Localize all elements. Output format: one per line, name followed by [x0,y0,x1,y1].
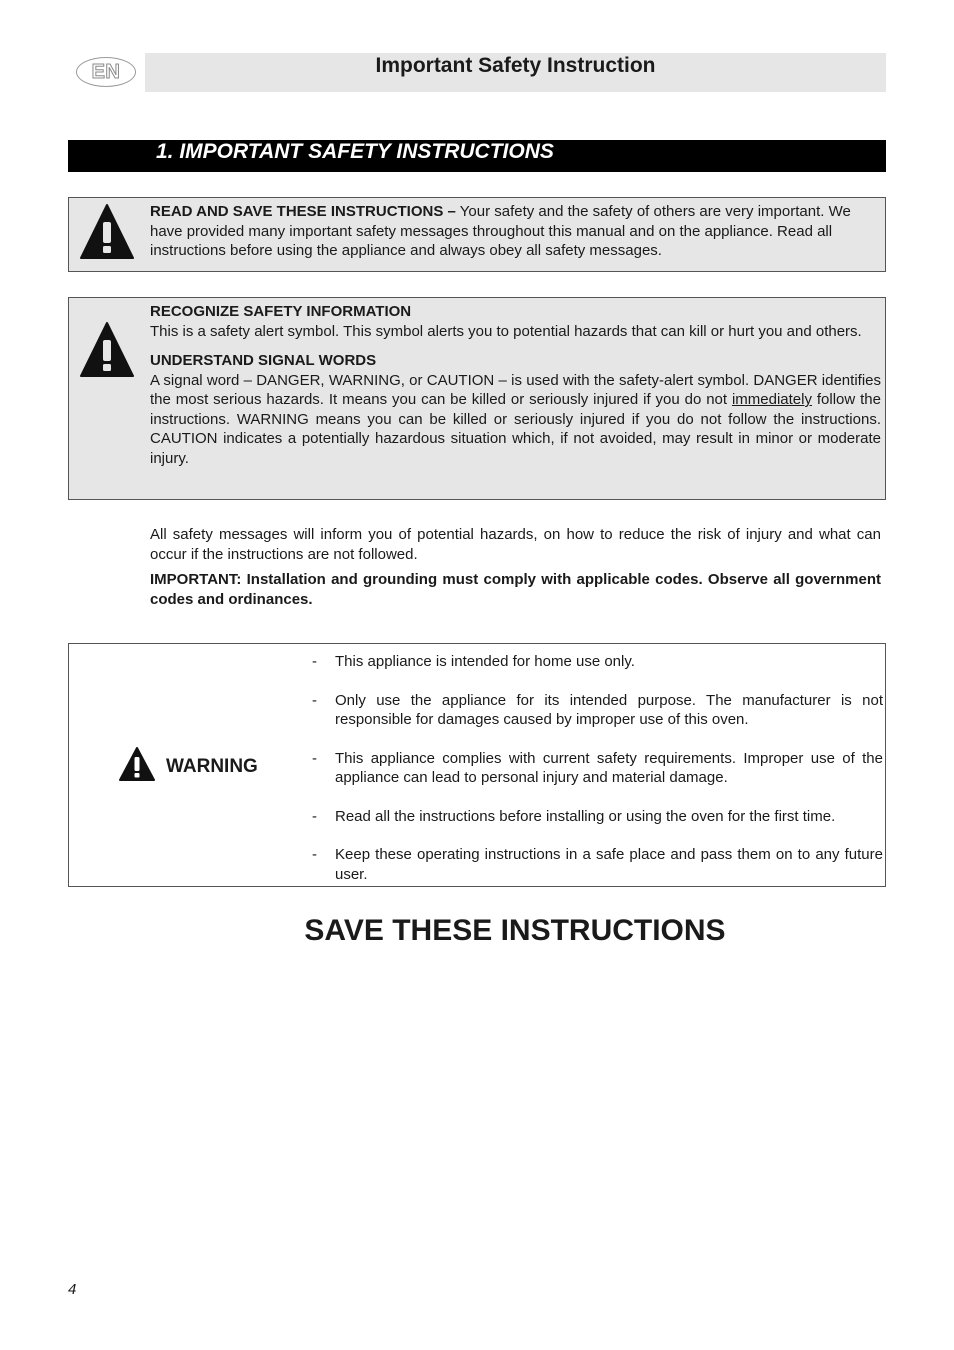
list-item: - This appliance complies with current safety requirements. Improper use of the appliance can lead to personal injury and material damage. [312,749,883,786]
safety-information-text [150,302,881,468]
signal-words-heading: UNDERSTAND SIGNAL WORDS [150,352,377,369]
important-notice: IMPORTANT: Installation and grounding must comply with applicable codes. Observe all government codes and ordinances. [150,571,881,608]
safety-messages-intro [150,525,881,609]
warning-icon [119,746,155,782]
safety-information-box [68,297,886,500]
language-badge [76,57,136,87]
page-title: Important Safety Instruction [375,54,656,77]
warning-box [68,643,886,887]
warning-list [312,652,883,884]
save-instructions-title: SAVE THESE INSTRUCTIONS [304,914,726,947]
list-item: - Only use the appliance for its intended purpose. The manufacturer is not responsible for damages caused by improper use of this oven. [312,691,883,728]
read-and-save-text [150,202,881,261]
immediately-underlined: immediately [731,391,812,408]
recognize-paragraph: This is a safety alert symbol. This symbol alerts you to potential hazards that can kill or hurt you and others. [150,322,862,340]
language-code: EN [91,60,121,83]
page-header [145,53,886,92]
list-item: - This appliance is intended for home use only. [312,653,635,670]
warning-label: WARNING [166,756,258,777]
section-title: 1. IMPORTANT SAFETY INSTRUCTIONS [156,140,554,163]
read-and-save-lead: READ AND SAVE THESE INSTRUCTIONS – [150,203,456,220]
read-and-save-body: Your safety and the safety of others are very important. We have provided many important safety messages throughout this manual and on the appliance. Read all instructions before using the appliance and always obey all safety messages. [150,203,851,259]
section-heading-bar [68,140,886,172]
intro-paragraph: All safety messages will inform you of potential hazards, on how to reduce the risk of injury and what can occur if the instructions are not followed. [150,526,881,563]
list-item: - Keep these operating instructions in a safe place and pass them on to any future user. [312,846,883,883]
list-item: - Read all the instructions before installing or using the oven for the first time. [312,807,836,825]
safety-alert-icon [79,202,135,260]
read-and-save-box [68,197,886,272]
signal-words-paragraph: A signal word – DANGER, WARNING, or CAUTION – is used with the safety-alert symbol. DANGER identifies the most serious hazards. It means you can be killed or seriously injured if you do not immediately follow the instructions. WARNING means you can be killed or seriously injured if you do not follow the instructions. CAUTION indicates a potentially hazardous situation which, if not avoided, may result in minor or moderate injury. [150,371,881,467]
safety-alert-icon [79,320,135,378]
page-number: 4 [68,1281,77,1298]
recognize-heading: RECOGNIZE SAFETY INFORMATION [150,303,412,320]
